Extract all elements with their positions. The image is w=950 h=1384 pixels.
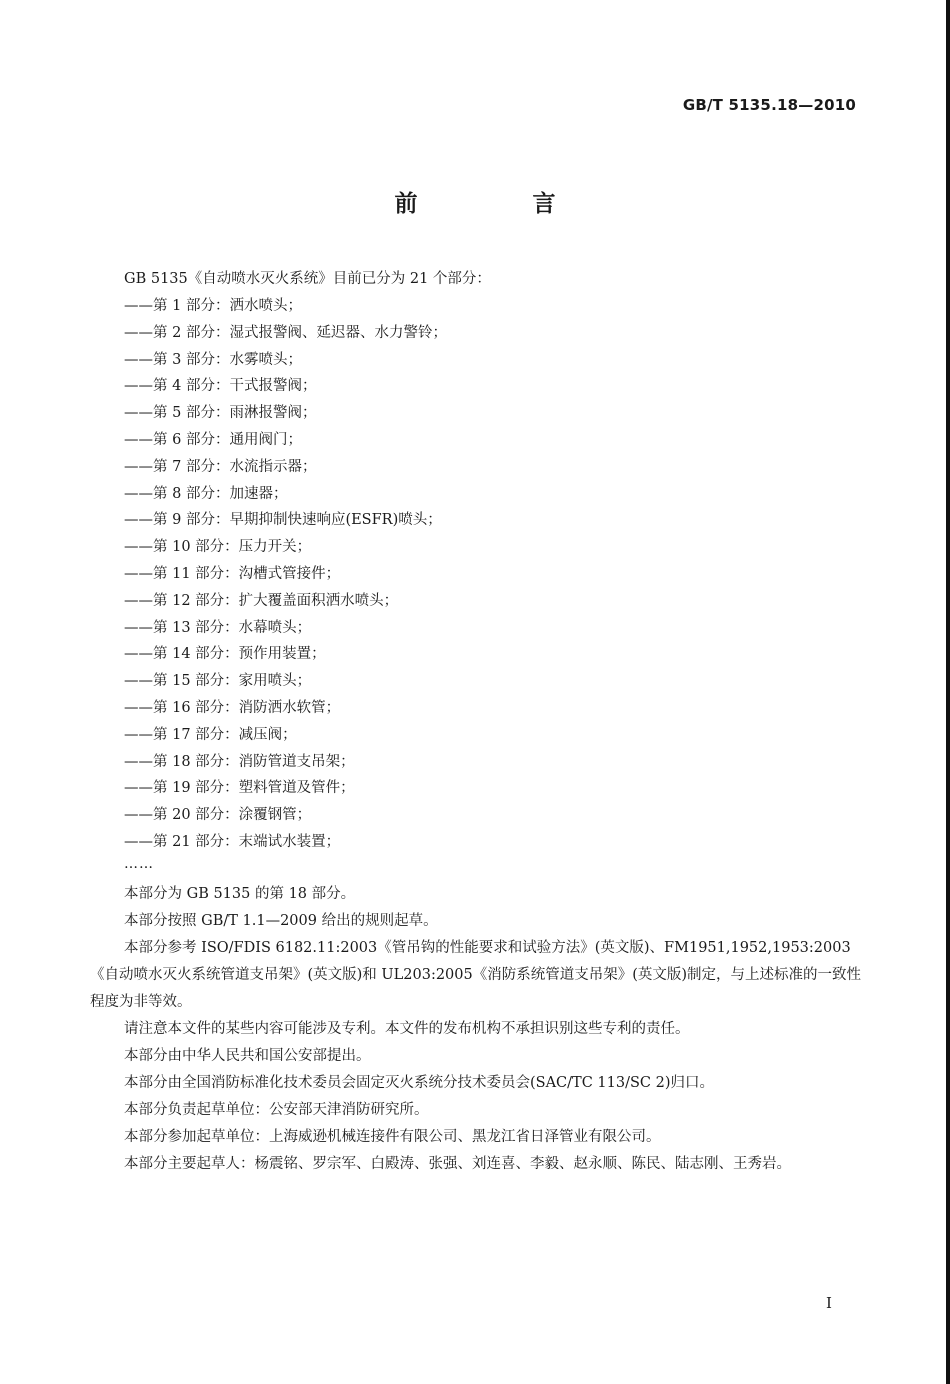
parts-list	[124, 293, 447, 856]
list-item: ——第 14 部分：预作用装置；	[124, 646, 326, 663]
page-number: I	[826, 1294, 832, 1312]
list-item: ——第 16 部分：消防洒水软管；	[124, 699, 341, 716]
paragraph: 本部分按照 GB/T 1.1—2009 给出的规则起草。	[124, 913, 438, 929]
paragraph: 本部分为 GB 5135 的第 18 部分。	[124, 886, 356, 902]
list-item: ——第 6 部分：通用阀门；	[124, 431, 302, 448]
body-text	[90, 881, 870, 1178]
list-item: ——第 15 部分：家用喷头；	[124, 673, 312, 690]
list-item: ——第 4 部分：干式报警阀；	[124, 378, 317, 395]
list-item: ——第 7 部分：水流指示器；	[124, 458, 317, 475]
list-item: ——第 8 部分：加速器；	[124, 485, 288, 502]
list-item: ——第 12 部分：扩大覆盖面积洒水喷头；	[124, 592, 399, 609]
list-ellipsis: ……	[124, 856, 154, 872]
list-item: ——第 5 部分：雨淋报警阀；	[124, 405, 317, 422]
list-item: ——第 11 部分：沟槽式管接件；	[124, 565, 341, 582]
paragraph: 本部分参加起草单位：上海威逊机械连接件有限公司、黑龙江省日泽管业有限公司。	[124, 1129, 661, 1145]
paragraph: 本部分负责起草单位：公安部天津消防研究所。	[124, 1102, 429, 1118]
standard-code: GB/T 5135.18—2010	[682, 96, 856, 114]
intro-line: GB 5135《自动喷水灭火系统》目前已分为 21 个部分：	[124, 271, 491, 287]
paragraph: 请注意本文件的某些内容可能涉及专利。本文件的发布机构不承担识别这些专利的责任。	[124, 1021, 690, 1037]
list-item: ——第 20 部分：涂覆钢管；	[124, 807, 312, 824]
list-item: ——第 10 部分：压力开关；	[124, 539, 312, 556]
list-item: ——第 3 部分：水雾喷头；	[124, 351, 302, 368]
paragraph: 本部分由中华人民共和国公安部提出。	[124, 1048, 371, 1064]
page-title: 前 言	[394, 191, 602, 217]
list-item: ——第 21 部分：末端试水装置；	[124, 833, 341, 850]
list-item: ——第 17 部分：减压阀；	[124, 726, 297, 743]
paragraph: 本部分参考 ISO/FDIS 6182.11:2003《管吊钩的性能要求和试验方法》(英文版)、FM1951,1952,1953:2003《自动喷水灭火系统管道支吊架》(英文版)和 UL203:2005《消防系统管道支吊架》(英文版)制定，与上述标准的一致性程度为非等效。	[90, 940, 862, 1010]
paragraph: 本部分由全国消防标准化技术委员会固定灭火系统分技术委员会(SAC/TC 113/SC 2)归口。	[124, 1075, 714, 1091]
list-item: ——第 18 部分：消防管道支吊架；	[124, 753, 355, 770]
list-item: ——第 19 部分：塑料管道及管件；	[124, 780, 355, 797]
list-item: ——第 1 部分：洒水喷头；	[124, 298, 302, 314]
list-item: ——第 13 部分：水幕喷头；	[124, 619, 312, 636]
paragraph: 本部分主要起草人：杨震铭、罗宗军、白殿涛、张强、刘连喜、李毅、赵永顺、陈民、陆志刚、王秀岩。	[124, 1156, 791, 1172]
list-item: ——第 2 部分：湿式报警阀、延迟器、水力警铃；	[124, 324, 447, 341]
list-item: ——第 9 部分：早期抑制快速响应(ESFR)喷头；	[124, 512, 442, 529]
